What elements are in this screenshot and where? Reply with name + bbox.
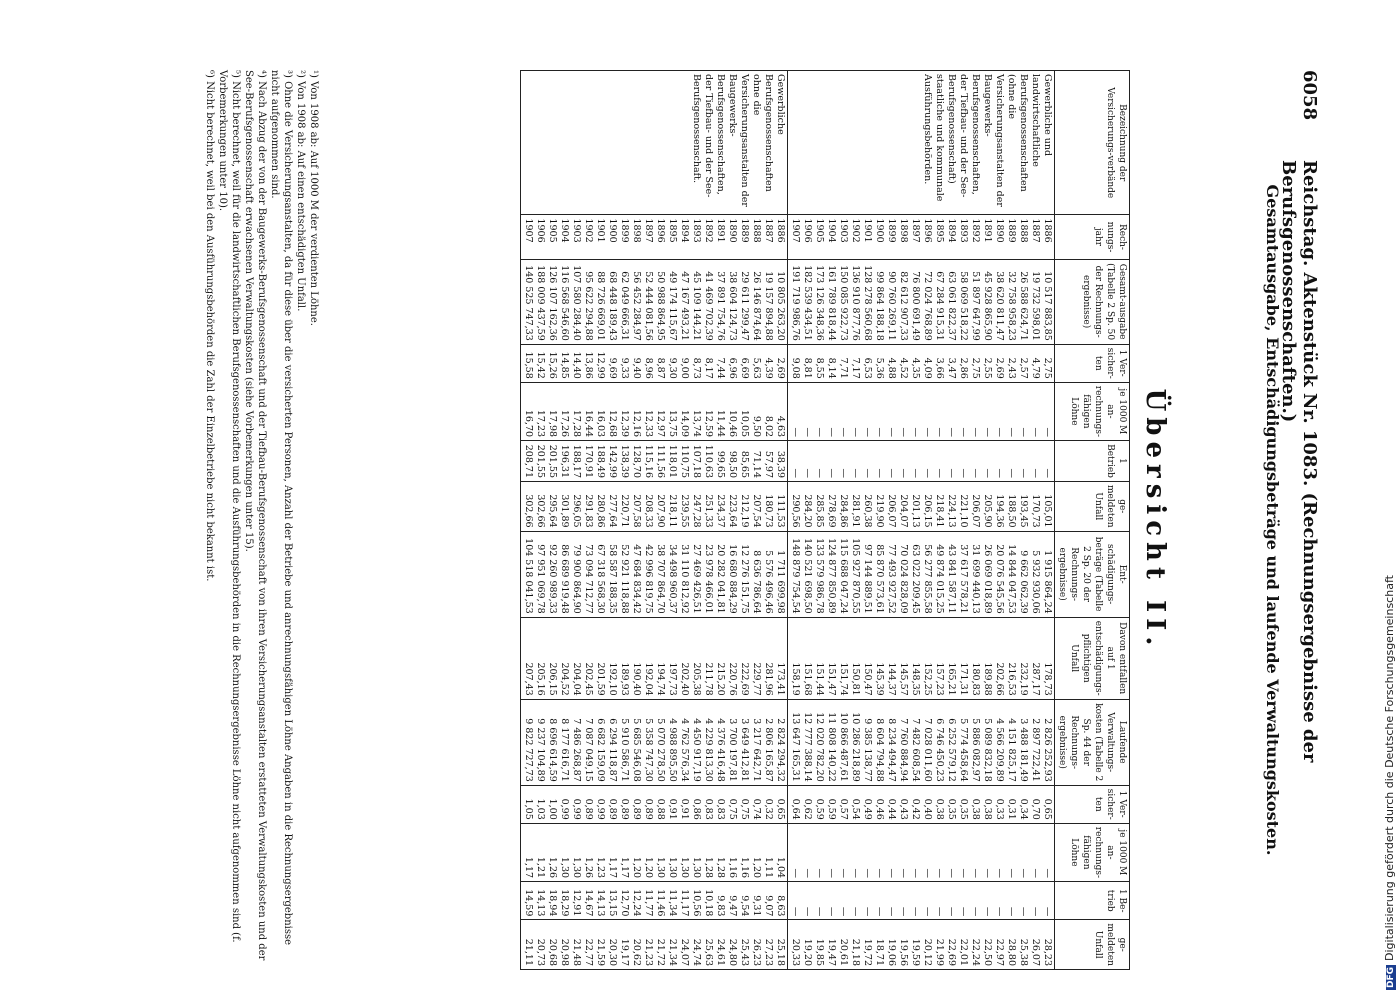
rotated-content [120,70,1320,970]
col-header-je-entsch-unfall: Davon entfallen auf 1 entschädigungs-pflichtigen Unfall [1055,617,1130,699]
table-title: Übersicht II. [1140,388,1170,652]
table-cell: 173,41 281,96 229,77 222,69 220,76 215,20 211,78 205,38 202,40 197,73 194,74 192,04 190,40 189,93 192,10 201,59 202,45 204,04 204,52 206,15 205,16 207,43 [521,617,788,699]
table-cell: Gewerbliche und landwirtschaftliche Berufsgenossenschaften (ohne die Versicherungsanstalten der Baugewerks-Berufsgenossenschaften, der Tiefbau- und der See-Berufsgenossenschaft) staatliche und kommunale Ausführungsbehörden. [788,71,1055,215]
page-header [1278,70,1320,970]
table-cell: 10 805 263,20 19 157 894,88 26 146 874,64 29 611 299,47 38 604 124,73 37 891 754,76 41 469 702,39 45 109 144,21 47 167 493,21 49 174 115,67 50 988 864,95 52 444 081,56 56 452 284,97 62 049 666,31 68 448 189,43 88 726 669,01 95 622 294,88 107 580 284,40 116 568 546,60 126 107 162,36 188 009 437,59 140 525 747,33 [521,259,788,344]
table-cell: 0,65 0,32 0,74 0,75 0,75 0,83 0,83 0,86 0,91 0,91 0,88 0,89 0,89 0,89 0,89 0,99 0,89 0,99 0,99 1,00 1,03 1,05 [521,785,788,823]
table-cell: 28,23 26,07 25,38 28,80 22,97 22,50 22,24 22,01 22,69 21,99 20,12 19,59 19,56 19,06 18,71 19,72 21,18 20,61 19,47 19,85 19,20 20,33 [788,920,1055,970]
table-cell: 1 915 864,24 5 932 930,06 9 662 062,39 14 844 047,53 20 076 545,56 26 069 018,89 31 699 440,13 37 617 578,21 43 841 587,11 49 874 015,25 56 277 855,58 63 022 209,45 70 024 828,09 77 493 927,52 85 870 573,61 97 144 889,51 105 927 870,55 115 688 047,24 124 877 850,89 133 579 986,78 140 521 698,50 148 879 754,54 [788,531,1055,617]
dfg-logo: DFG [1386,966,1396,988]
col-header-gesamtausgabe: Gesamt-ausgabe (Tabelle 2 Sp. 50 der Rechnungs-ergebnisse) [1055,259,1130,344]
col-header-vk-je-1000-loehne: je 1000 M an-rechnungs-fähigen Löhne [1055,823,1130,881]
col-header-verwaltungskosten: Laufende Verwaltungs-kosten (Tabelle 2 Sp. 44 der Rechnungs-ergebnisse) [1055,699,1130,785]
page-number: 6058 [1299,70,1320,121]
table-subtitle: Gesamtausgabe, Entschädigungsbeträge und laufende Verwaltungskosten. [1263,184,1282,856]
table-cell: 10 517 883,85 19 732 598,01 26 588 624,71 32 758 958,23 38 620 811,47 45 928 865,90 51 897 647,99 58 069 518,22 63 061 822,37 67 284 915,31 72 024 768,89 76 800 691,49 82 612 907,33 90 760 269,11 99 864 188,18 128 278 560,68 136 910 877,76 150 085 922,73 161 789 818,44 173 126 348,36 182 539 434,51 191 719 986,76 [788,259,1055,344]
table-cell: — — — — — — — — — — — — — — — — — — — — — — [788,382,1055,440]
digitization-text: Digitalisierung gefördert durch die Deutsche Forschungsgemeinschaft [1383,575,1396,961]
table-header-row [1055,71,1130,970]
col-header-vk-je-versicherten: 1 Ver-sicher-ten [1055,785,1130,823]
col-header-vk-je-unfall: ge-meldeten Unfall [1055,920,1130,970]
table-cell: — — — — — — — — — — — — — — — — — — — — — — [788,882,1055,920]
table-cell: 1886 1887 1888 1889 1890 1891 1892 1893 1894 1895 1896 1897 1898 1899 1900 1901 1902 1903 1904 1905 1906 1907 [788,215,1055,259]
table-row [788,71,1055,970]
col-header-je-unfall: ge-meldeten Unfall [1055,482,1130,532]
digitization-note [1383,575,1396,990]
col-header-vk-je-betrieb: 1 Be-trieb [1055,882,1130,920]
table-cell: 2,69 4,39 5,63 6,69 6,96 7,44 8,17 8,73 9,00 9,30 8,87 8,96 9,40 9,33 9,69 12,99 13,86 14,40 14,85 15,26 15,42 15,58 [521,344,788,382]
col-header-verband: Bezeichnung der Versicherungs-verbände [1055,71,1130,215]
table-cell: 38,39 57,97 71,14 85,65 98,50 99,65 110,63 107,18 110,75 118,01 111,56 115,16 128,70 138,39 142,99 188,49 170,91 188,17 196,31 201,55 201,55 208,71 [521,441,788,482]
table-cell: Gewerbliche Berufsgenossenschaften ohne die Versicherungsanstalten der Baugewerks-Berufsgenossenschaften, der Tiefbau- und der See-Berufsgenossenschaft. [521,71,788,215]
table-cell: 1886 1887 1888 1889 1890 1891 1892 1893 1894 1895 1896 1897 1898 1899 1900 1901 1902 1903 1904 1905 1906 1907 [521,215,788,259]
table-cell: 2,75 4,79 2,57 2,43 2,69 2,55 2,75 2,86 3,47 3,66 4,09 4,35 4,52 4,88 5,36 6,53 7,17 7,71 8,14 8,55 8,81 9,08 [788,344,1055,382]
data-table [520,70,1130,970]
col-header-jahr: Rech-nungs-jahr [1055,215,1130,259]
table-cell: 105,01 170,73 193,45 188,50 194,36 205,90 206,07 221,10 224,13 218,41 206,15 201,13 204,07 206,07 219,90 260,38 281,91 284,86 278,69 285,85 284,20 290,56 [788,482,1055,532]
table-row [521,71,788,970]
col-header-je-1000-loehne: je 1000 M an-rechnungs-fähigen Löhne [1055,382,1130,440]
table-cell: 111,53 180,73 207,54 212,19 223,64 234,37 251,33 247,28 239,55 218,11 207,90 208,33 207,58 220,71 277,64 280,86 291,83 296,05 301,89 295,64 302,66 302,66 [521,482,788,532]
table-cell: 8,63 9,07 9,31 9,54 9,47 9,83 10,18 10,56 11,17 11,34 11,46 11,77 12,24 12,70 13,15 14,13 14,67 12,91 18,29 18,94 14,13 14,59 [521,882,788,920]
footnotes: ¹) Von 1908 ab: Auf 1000 M der verdienten Löhne. ²) Von 1908 ab: Auf einen entschädigten Unfall. ³) Ohne die Versicherungsanstalten, da für diese über die versicherten Personen, Anzahl der Betriebe und anrechnungsfähigen Löhne Angaben in die Rechnungsergebnisse nicht aufgenommen sind. ⁴) Nach Abzug der von der Baugewerks-Berufsgenossenschaft und der Tiefbau-Berufsgenossenschaft von ihren Versicherungsanstalten erstatteten Verwaltungskosten und der See-Berufsgenossenschaft erwachsenen Verwaltungskosten (siehe Vorbemerkungen unter 15). ⁵) Nicht berechnet, weil für die landwirtschaftlichen Berufsgenossenschaften und die Ausführungsbehörden in die Rechnungsergebnisse Löhne nicht aufgenommen sind (f. Vorbemerkungen unter 10). ⁶) Nicht berechnet, weil bei den Ausführungsbehörden die Zahl der Einzelbetriebe nicht bekannt ist. [204,70,319,961]
table-cell: — — — — — — — — — — — — — — — — — — — — — — [788,441,1055,482]
table-cell: 178,73 287,17 232,19 216,53 202,66 189,88 180,83 171,31 165,21 157,23 152,25 148,35 145,57 144,37 145,39 150,47 150,81 151,74 151,47 151,44 151,68 158,19 [788,617,1055,699]
table-cell: 2 826 252,93 2 897 722,41 3 488 181,49 4 151 825,17 4 566 209,89 5 089 832,18 5 886 082,97 5 774 458,64 6 252 579,12 6 746 450,23 7 028 011,60 7 482 608,54 7 760 884,94 8 234 494,47 8 604 794,88 9 385 138,77 10 286 218,89 10 866 487,61 11 808 140,22 12 020 782,20 12 777 388,14 13 647 165,31 [788,699,1055,785]
col-header-je-versicherten: 1 Ver-sicher-ten [1055,344,1130,382]
table-cell: — — — — — — — — — — — — — — — — — — — — — — [788,823,1055,881]
table-cell: 2 824 294,32 2 806 165,87 3 217 642,71 3 649 412,81 3 700 197,81 4 376 416,48 4 229 813,30 4 450 917,19 4 762 576,34 4 988 895,50 5 070 278,50 5 358 747,30 5 685 546,08 5 910 586,71 6 294 118,87 6 682 159,09 7 087 049,15 7 486 268,87 8 177 616,71 8 696 614,59 9 237 104,89 9 822 727,73 [521,699,788,785]
table-cell: 0,65 0,70 0,34 0,31 0,33 0,38 0,38 0,35 0,35 0,38 0,40 0,42 0,43 0,44 0,46 0,49 0,54 0,57 0,59 0,59 0,62 0,64 [788,785,1055,823]
running-title: Reichstag. Aktenstück Nr. 1083. (Rechnungsergebnisse der Berufsgenossenschaften.) [1278,160,1320,763]
col-header-entschaedigung: Ent-schädigungs-beträge (Tabelle 2 Sp. 20 der Rechnungs-ergebnisse) [1055,531,1130,617]
table-cell: 25,18 27,23 26,23 25,43 24,80 24,61 25,63 24,74 24,07 21,34 21,72 21,23 20,62 19,17 20,30 21,59 22,77 21,48 20,98 20,68 20,73 21,11 [521,920,788,970]
table-cell: 1,04 1,11 1,20 1,16 1,16 1,28 1,28 1,30 1,30 1,30 1,30 1,20 1,20 1,17 1,17 1,23 1,26 1,30 1,30 1,26 1,21 1,17 [521,823,788,881]
table-cell: 4,63 8,02 9,50 10,05 10,46 11,44 12,59 13,74 14,09 13,75 12,97 12,33 12,16 12,39 12,68 16,03 16,44 17,28 17,26 17,98 17,23 16,70 [521,382,788,440]
table-cell: 1 711 699,98 5 576 496,46 8 636 786,64 12 276 151,75 16 680 884,29 20 282 041,81 23 978 466,01 27 469 426,51 31 110 812,92 34 498 960,37 38 707 864,70 42 996 819,75 47 684 834,42 52 921 118,88 58 587 188,35 67 318 568,30 73 094 712,77 79 900 864,90 86 689 919,48 92 260 989,33 97 951 069,78 104 518 041,53 [521,531,788,617]
col-header-je-betrieb: 1 Betrieb [1055,441,1130,482]
